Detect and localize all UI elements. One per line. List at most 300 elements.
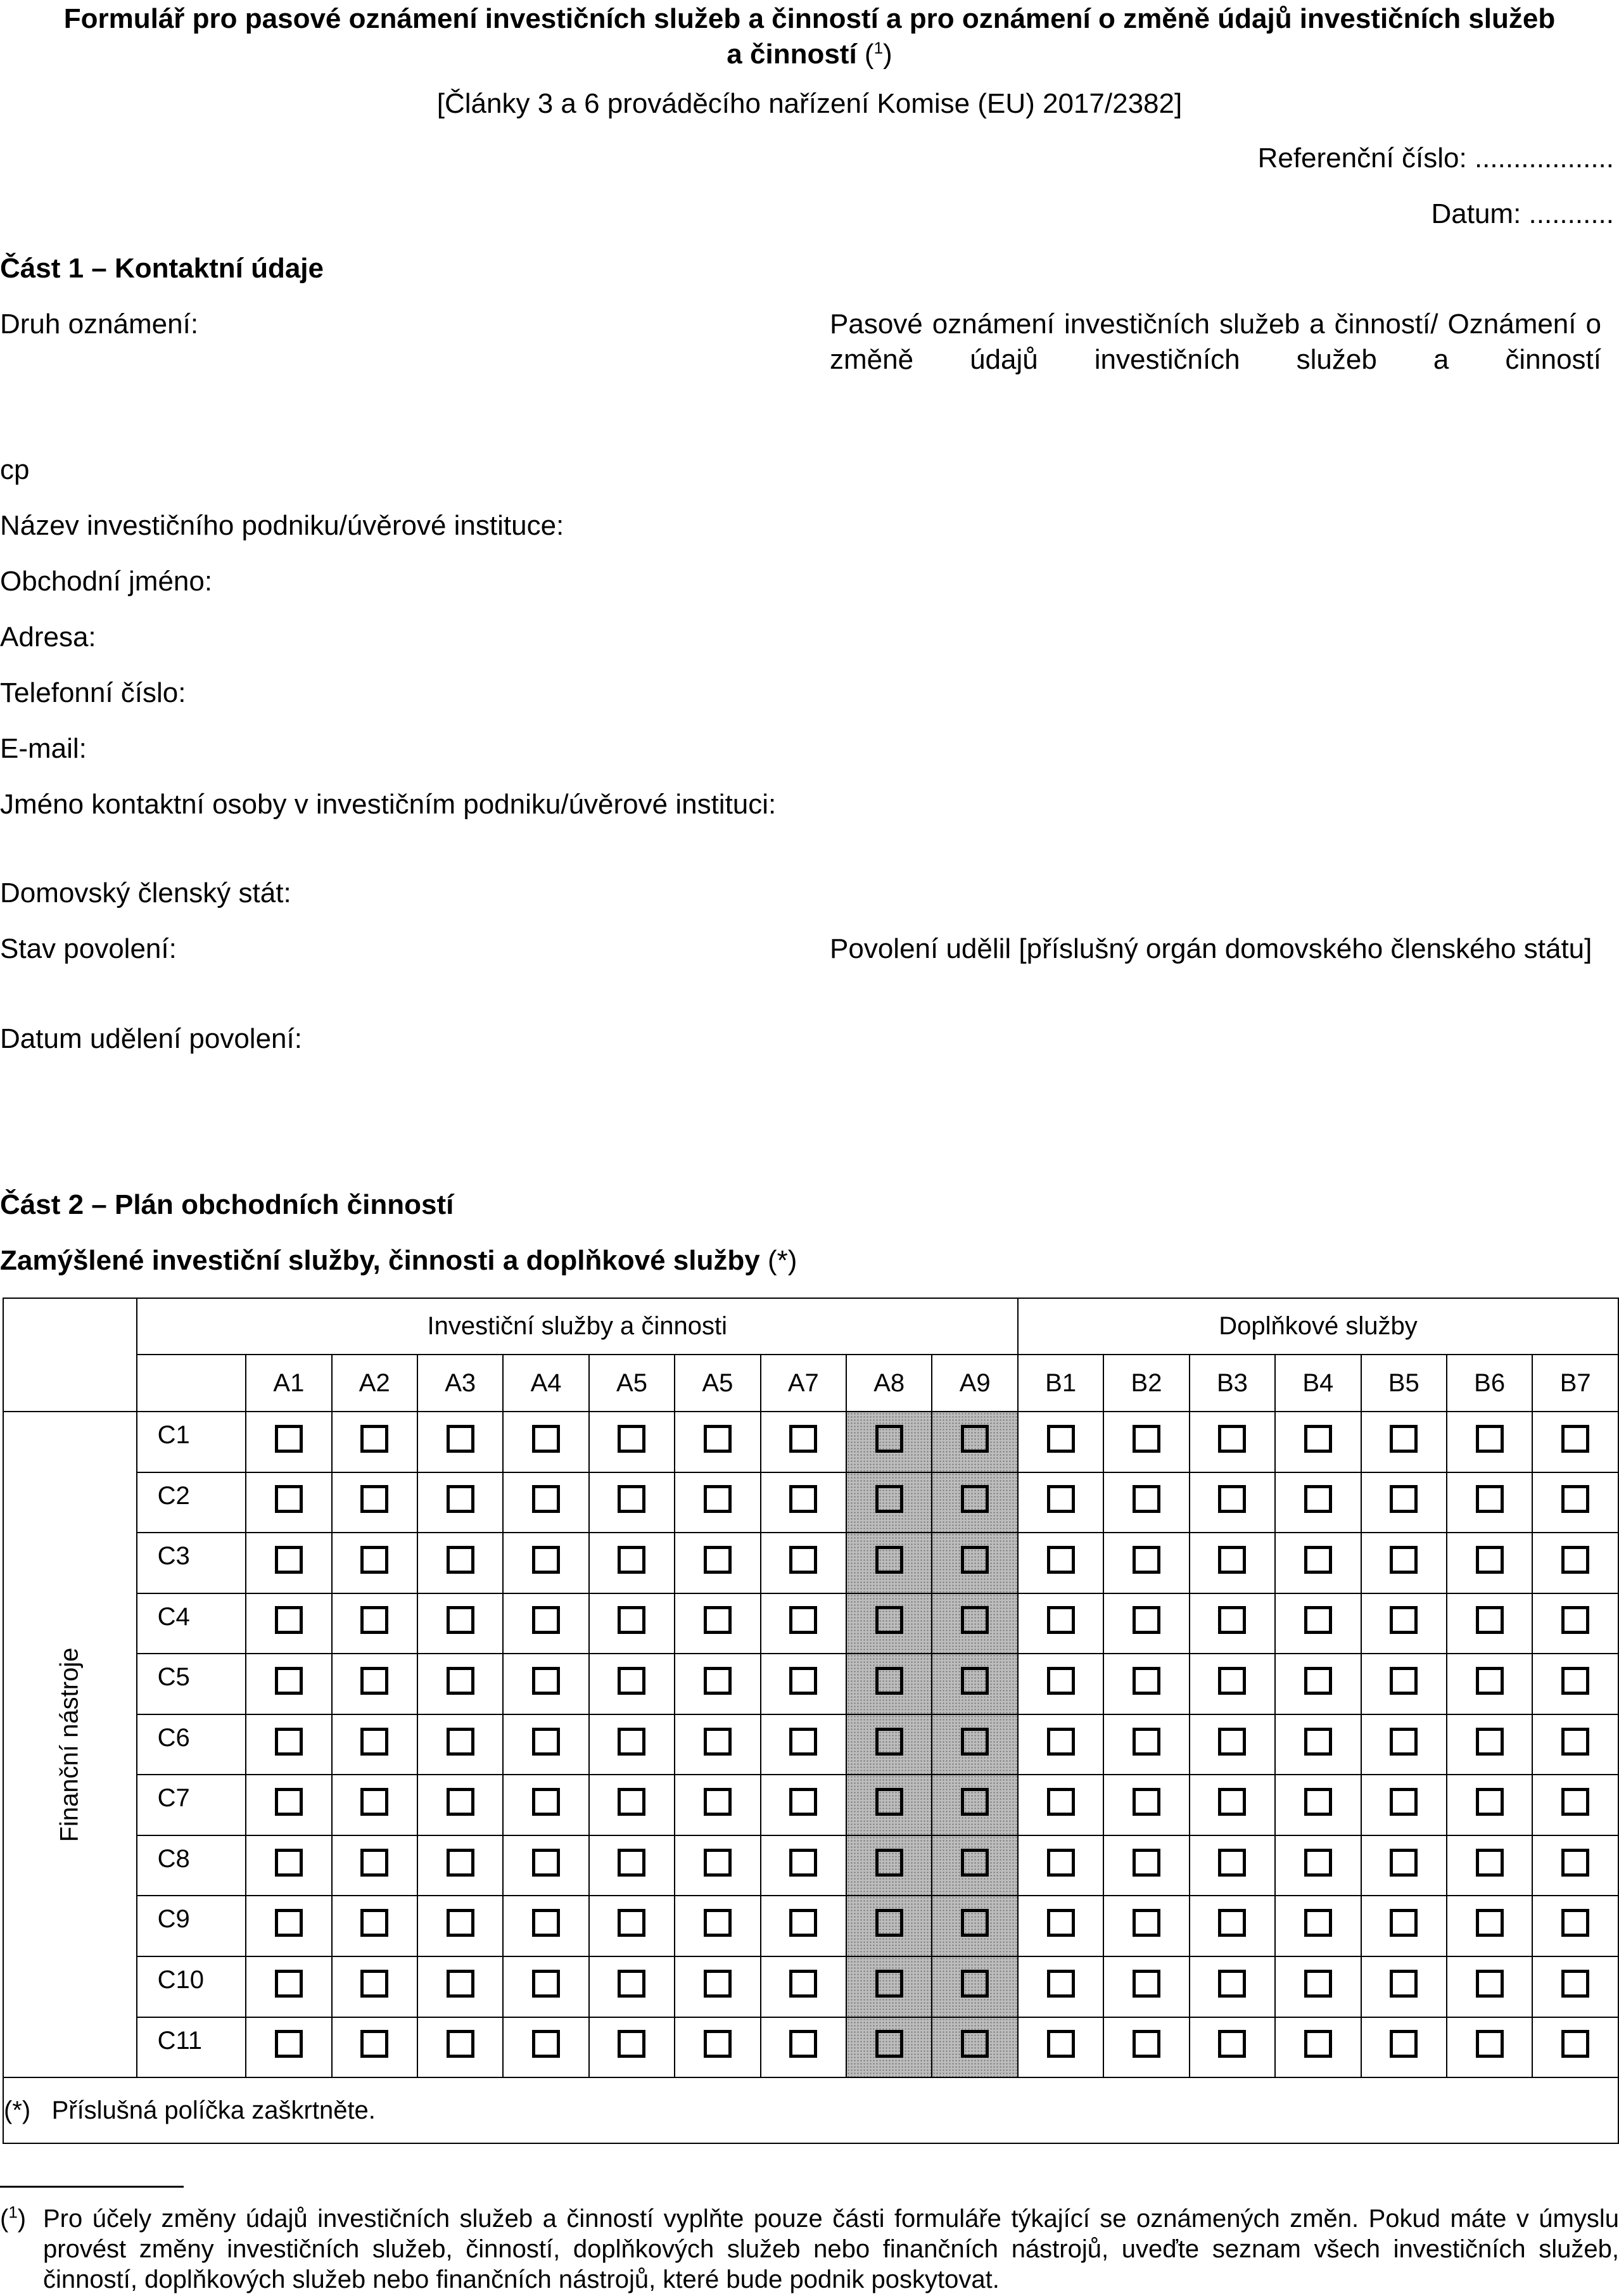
table-cell (1361, 1714, 1447, 1775)
table-cell (932, 1896, 1018, 1956)
checkbox[interactable] (789, 1667, 817, 1695)
checkbox[interactable] (1476, 1546, 1504, 1574)
checkbox[interactable] (1390, 1606, 1418, 1634)
checkbox[interactable] (618, 1788, 645, 1816)
trade-name-field[interactable]: Obchodní jméno: (0, 566, 213, 597)
table-cell (503, 1654, 588, 1714)
checkbox[interactable] (875, 1425, 903, 1453)
column-header-13: B5 (1361, 1355, 1447, 1411)
column-header-11: B3 (1190, 1355, 1275, 1411)
checkbox[interactable] (1133, 1606, 1160, 1634)
table-cell (1361, 1472, 1447, 1533)
checkbox[interactable] (1561, 1909, 1589, 1937)
checkbox[interactable] (789, 1728, 817, 1756)
table-cell (932, 2017, 1018, 2078)
checkbox[interactable] (1561, 1606, 1589, 1634)
table-cell (846, 1472, 932, 1533)
checkbox[interactable] (1390, 1849, 1418, 1877)
checkbox[interactable] (1304, 1788, 1332, 1816)
table-cell (1532, 1654, 1618, 1714)
row-label: C3 (137, 1533, 246, 1593)
checkbox[interactable] (789, 1546, 817, 1574)
table-cell (1103, 1654, 1189, 1714)
checkbox[interactable] (1561, 2030, 1589, 2058)
checkbox[interactable] (360, 1485, 388, 1513)
checkbox[interactable] (1047, 1606, 1075, 1634)
checkbox[interactable] (961, 1970, 989, 1998)
checkbox[interactable] (1390, 1425, 1418, 1453)
table-cell (1275, 1956, 1361, 2017)
checkbox[interactable] (1218, 1485, 1246, 1513)
table-cell (846, 2017, 932, 2078)
checkbox[interactable] (1476, 1606, 1504, 1634)
checkbox[interactable] (1476, 1728, 1504, 1756)
checkbox[interactable] (447, 1425, 474, 1453)
table-cell (932, 1654, 1018, 1714)
checkbox[interactable] (618, 1606, 645, 1634)
checkbox[interactable] (704, 1546, 732, 1574)
checkbox[interactable] (447, 1485, 474, 1513)
table-cell (1447, 1896, 1532, 1956)
table-cell (1018, 1835, 1103, 1896)
cp-text: cp (0, 454, 30, 485)
checkbox[interactable] (789, 1970, 817, 1998)
checkbox[interactable] (1218, 1425, 1246, 1453)
checkbox[interactable] (1133, 1970, 1160, 1998)
table-cell (1018, 1896, 1103, 1956)
checkbox[interactable] (1304, 1425, 1332, 1453)
table-cell (503, 1956, 588, 2017)
authorisation-status-field[interactable]: Stav povolení: (0, 933, 177, 964)
column-header-6: A7 (761, 1355, 846, 1411)
checkbox[interactable] (360, 1788, 388, 1816)
footnote-separator (0, 2186, 184, 2188)
table-cell (675, 1896, 760, 1956)
checkbox[interactable] (1561, 1849, 1589, 1877)
table-cell (675, 2017, 760, 2078)
checkbox[interactable] (532, 1728, 560, 1756)
checkbox[interactable] (1476, 1485, 1504, 1513)
table-cell (1190, 1956, 1275, 2017)
checkbox[interactable] (532, 1667, 560, 1695)
checkbox[interactable] (1476, 2030, 1504, 2058)
checkbox[interactable] (1304, 1606, 1332, 1634)
table-cell (332, 1533, 417, 1593)
checkbox[interactable] (961, 1667, 989, 1695)
checkbox[interactable] (704, 1425, 732, 1453)
table-cell (846, 1835, 932, 1896)
checkbox[interactable] (275, 1546, 303, 1574)
checkbox[interactable] (1561, 1667, 1589, 1695)
checkbox[interactable] (1390, 1728, 1418, 1756)
checkbox[interactable] (789, 2030, 817, 2058)
table-cell (1190, 1593, 1275, 1654)
checkbox[interactable] (275, 1667, 303, 1695)
checkbox[interactable] (275, 1788, 303, 1816)
table-cell (417, 1593, 503, 1654)
table-cell (1275, 1775, 1361, 1835)
table-cell (932, 1593, 1018, 1654)
table-cell (1447, 1412, 1532, 1472)
checkbox[interactable] (360, 1728, 388, 1756)
column-header-1: A2 (332, 1355, 417, 1411)
checkbox[interactable] (275, 1728, 303, 1756)
checkbox[interactable] (1218, 1606, 1246, 1634)
table-cell (1190, 1654, 1275, 1714)
column-header-15: B7 (1532, 1355, 1618, 1411)
checkbox[interactable] (1476, 1667, 1504, 1695)
checkbox[interactable] (618, 1909, 645, 1937)
checkbox[interactable] (275, 1485, 303, 1513)
table-cell (332, 1593, 417, 1654)
checkbox[interactable] (875, 1849, 903, 1877)
table-cell (1532, 1533, 1618, 1593)
table-cell (332, 1835, 417, 1896)
part1-heading: Část 1 – Kontaktní údaje (0, 253, 324, 284)
checkbox[interactable] (961, 1606, 989, 1634)
checkbox[interactable] (1304, 1546, 1332, 1574)
table-cell (675, 1593, 760, 1654)
row-label: C10 (137, 1956, 246, 2017)
footnote-ref[interactable]: 1 (873, 38, 884, 58)
checkbox[interactable] (789, 1485, 817, 1513)
authorisation-date-field[interactable]: Datum udělení povolení: (0, 1023, 302, 1054)
table-cell (1532, 1714, 1618, 1775)
checkbox[interactable] (275, 1849, 303, 1877)
checkbox[interactable] (532, 1909, 560, 1937)
table-cell (1275, 1835, 1361, 1896)
checkbox[interactable] (1304, 2030, 1332, 2058)
table-cell (1361, 1775, 1447, 1835)
table-cell (761, 1775, 846, 1835)
checkbox[interactable] (275, 1606, 303, 1634)
checkbox[interactable] (875, 2030, 903, 2058)
address-field[interactable]: Adresa: (0, 622, 96, 653)
checkbox[interactable] (532, 1849, 560, 1877)
checkbox[interactable] (961, 1485, 989, 1513)
checkbox[interactable] (1390, 1909, 1418, 1937)
checkbox[interactable] (1047, 1546, 1075, 1574)
checkbox[interactable] (1133, 1728, 1160, 1756)
checkbox[interactable] (1047, 1909, 1075, 1937)
table-cell (761, 1533, 846, 1593)
table-cell (332, 1412, 417, 1472)
checkbox[interactable] (1047, 1970, 1075, 1998)
checkbox[interactable] (961, 1788, 989, 1816)
footnote-text: Pro účely změny údajů investičních služeb a činností vyplňte pouze části formuláře týkající se oznámených změn. Pokud máte v úmyslu provést změny investičních služeb, činností, doplňkových služeb nebo finančních nástrojů, uveďte seznam všech investičních služeb, činností, doplňkových služeb nebo finančních nástrojů, které bude podnik poskytovat. (43, 2205, 1619, 2293)
table-cell (1275, 1654, 1361, 1714)
checkbox[interactable] (704, 2030, 732, 2058)
table-cell (1018, 2017, 1103, 2078)
table-cell (1447, 1654, 1532, 1714)
checkbox[interactable] (1561, 1425, 1589, 1453)
checkbox[interactable] (1304, 1909, 1332, 1937)
checkbox[interactable] (875, 1485, 903, 1513)
checkbox[interactable] (275, 1425, 303, 1453)
checkbox[interactable] (789, 1425, 817, 1453)
checkbox[interactable] (1133, 1849, 1160, 1877)
checkbox[interactable] (1218, 1970, 1246, 1998)
checkbox[interactable] (1133, 1788, 1160, 1816)
table-cell (417, 1533, 503, 1593)
checkbox[interactable] (360, 1606, 388, 1634)
checkbox[interactable] (360, 1667, 388, 1695)
checkbox[interactable] (1476, 1425, 1504, 1453)
table-cell (246, 1472, 331, 1533)
table-cell (675, 1654, 760, 1714)
checkbox[interactable] (1133, 1485, 1160, 1513)
checkbox[interactable] (1047, 1788, 1075, 1816)
column-header-8: A9 (932, 1355, 1018, 1411)
table-cell (761, 1654, 846, 1714)
checkbox[interactable] (961, 1909, 989, 1937)
checkbox[interactable] (1047, 1849, 1075, 1877)
table-cell (332, 1472, 417, 1533)
table-cell (1103, 2017, 1189, 2078)
table-cell (1018, 1533, 1103, 1593)
checkbox[interactable] (618, 1546, 645, 1574)
table-cell (1532, 1775, 1618, 1835)
checkbox[interactable] (532, 1546, 560, 1574)
checkbox[interactable] (961, 1728, 989, 1756)
checkbox[interactable] (1304, 1970, 1332, 1998)
checkbox[interactable] (1476, 1970, 1504, 1998)
checkbox[interactable] (789, 1849, 817, 1877)
checkbox[interactable] (618, 1485, 645, 1513)
checkbox[interactable] (704, 1909, 732, 1937)
reference-number-field[interactable]: Referenční číslo: .................. (1257, 143, 1614, 174)
checkbox[interactable] (875, 1728, 903, 1756)
table-cell (846, 1593, 932, 1654)
checkbox[interactable] (447, 2030, 474, 2058)
table-cell (417, 1472, 503, 1533)
table-cell (1361, 1835, 1447, 1896)
table-cell (332, 1956, 417, 2017)
table-cell (1103, 1472, 1189, 1533)
checkbox[interactable] (1047, 1728, 1075, 1756)
table-cell (589, 1593, 675, 1654)
checkbox[interactable] (875, 1546, 903, 1574)
checkbox[interactable] (1561, 1970, 1589, 1998)
table-cell (1018, 1472, 1103, 1533)
checkbox[interactable] (532, 1970, 560, 1998)
checkbox[interactable] (789, 1909, 817, 1937)
checkbox[interactable] (875, 1667, 903, 1695)
checkbox[interactable] (447, 1788, 474, 1816)
row-label: C11 (137, 2017, 246, 2078)
checkbox[interactable] (618, 1970, 645, 1998)
table-cell (589, 1714, 675, 1775)
checkbox[interactable] (618, 1425, 645, 1453)
table-cell (761, 1956, 846, 2017)
checkbox[interactable] (1390, 1485, 1418, 1513)
checkbox[interactable] (360, 1849, 388, 1877)
table-cell (503, 1714, 588, 1775)
checkbox[interactable] (1390, 1788, 1418, 1816)
table-cell (589, 1835, 675, 1896)
notification-type-value: Pasové oznámení investičních služeb a činností/ Oznámení o změně údajů investičních služeb a činností (830, 309, 1601, 375)
table-cell (1275, 1593, 1361, 1654)
table-cell (503, 1593, 588, 1654)
checkbox[interactable] (532, 1606, 560, 1634)
checkbox[interactable] (360, 1546, 388, 1574)
table-cell (761, 1714, 846, 1775)
date-field[interactable]: Datum: ........... (1431, 198, 1614, 229)
column-header-5: A5 (675, 1355, 760, 1411)
table-cell (503, 1472, 588, 1533)
table-cell (1018, 1775, 1103, 1835)
checkbox[interactable] (532, 1485, 560, 1513)
table-cell (761, 1896, 846, 1956)
checkbox[interactable] (789, 1788, 817, 1816)
checkbox[interactable] (360, 1970, 388, 1998)
home-state-field[interactable]: Domovský členský stát: (0, 877, 291, 909)
checkbox[interactable] (1304, 1849, 1332, 1877)
table-cell (1361, 1593, 1447, 1654)
checkbox[interactable] (1476, 1849, 1504, 1877)
checkbox[interactable] (360, 2030, 388, 2058)
checkbox[interactable] (618, 1728, 645, 1756)
checkbox[interactable] (1218, 1667, 1246, 1695)
checkbox[interactable] (704, 1667, 732, 1695)
checkbox[interactable] (875, 1788, 903, 1816)
checkbox[interactable] (961, 2030, 989, 2058)
company-name-field[interactable]: Název investičního podniku/úvěrové instituce: (0, 510, 564, 541)
checkbox[interactable] (447, 1606, 474, 1634)
checkbox[interactable] (1218, 1546, 1246, 1574)
checkbox[interactable] (1047, 1425, 1075, 1453)
checkbox[interactable] (275, 1970, 303, 1998)
table-cell (846, 1654, 932, 1714)
checkbox[interactable] (1561, 1728, 1589, 1756)
checkbox[interactable] (1133, 1667, 1160, 1695)
table-cell (675, 1533, 760, 1593)
checkbox[interactable] (1218, 1728, 1246, 1756)
checkbox[interactable] (618, 1667, 645, 1695)
table-cell (1018, 1654, 1103, 1714)
checkbox[interactable] (704, 1606, 732, 1634)
checkbox[interactable] (360, 1909, 388, 1937)
checkbox[interactable] (447, 1970, 474, 1998)
checkbox[interactable] (447, 1728, 474, 1756)
checkbox[interactable] (704, 1849, 732, 1877)
column-header-2: A3 (417, 1355, 503, 1411)
checkbox[interactable] (704, 1788, 732, 1816)
checkbox[interactable] (1390, 1667, 1418, 1695)
checkbox[interactable] (1133, 1546, 1160, 1574)
table-cell (761, 1835, 846, 1896)
checkbox[interactable] (1047, 1667, 1075, 1695)
table-corner (3, 1298, 137, 1412)
contact-person-field[interactable]: Jméno kontaktní osoby v investičním podniku/úvěrové instituci: (0, 789, 777, 820)
checkbox[interactable] (704, 1728, 732, 1756)
email-field[interactable]: E-mail: (0, 733, 87, 764)
checkbox[interactable] (1218, 2030, 1246, 2058)
table-cell (1447, 1472, 1532, 1533)
checkbox[interactable] (1218, 1788, 1246, 1816)
checkbox[interactable] (1133, 1909, 1160, 1937)
checkbox[interactable] (961, 1849, 989, 1877)
checkbox[interactable] (1476, 1909, 1504, 1937)
column-header-3: A4 (503, 1355, 588, 1411)
checkbox[interactable] (1561, 1788, 1589, 1816)
column-header-12: B4 (1275, 1355, 1361, 1411)
checkbox[interactable] (1133, 2030, 1160, 2058)
checkbox[interactable] (1476, 1788, 1504, 1816)
table-cell (246, 2017, 331, 2078)
checkbox[interactable] (532, 2030, 560, 2058)
checkbox[interactable] (1561, 1546, 1589, 1574)
table-cell (1361, 2017, 1447, 2078)
checkbox[interactable] (275, 2030, 303, 2058)
table-cell (246, 1533, 331, 1593)
checkbox[interactable] (875, 1970, 903, 1998)
phone-field[interactable]: Telefonní číslo: (0, 677, 186, 708)
table-cell (503, 1412, 588, 1472)
checkbox[interactable] (1218, 1909, 1246, 1937)
checkbox[interactable] (618, 1849, 645, 1877)
checkbox[interactable] (447, 1909, 474, 1937)
checkbox[interactable] (1218, 1849, 1246, 1877)
checkbox[interactable] (360, 1425, 388, 1453)
checkbox[interactable] (1390, 1546, 1418, 1574)
table-cell (589, 1896, 675, 1956)
table-cell (589, 1533, 675, 1593)
table-cell (246, 1835, 331, 1896)
table-cell (1275, 1896, 1361, 1956)
checkbox[interactable] (1047, 2030, 1075, 2058)
checkbox[interactable] (447, 1546, 474, 1574)
checkbox[interactable] (1390, 1970, 1418, 1998)
group-header-ancillary: Doplňkové služby (1018, 1298, 1618, 1355)
table-cell (1532, 2017, 1618, 2078)
checkbox[interactable] (532, 1425, 560, 1453)
checkbox[interactable] (447, 1667, 474, 1695)
checkbox[interactable] (961, 1425, 989, 1453)
table-cell (589, 1472, 675, 1533)
table-cell (1275, 2017, 1361, 2078)
checkbox[interactable] (1304, 1728, 1332, 1756)
table-cell (1190, 1533, 1275, 1593)
checkbox[interactable] (532, 1788, 560, 1816)
table-cell (675, 1412, 760, 1472)
checkbox[interactable] (275, 1909, 303, 1937)
checkbox[interactable] (1047, 1485, 1075, 1513)
table-cell (1447, 1714, 1532, 1775)
checkbox[interactable] (447, 1849, 474, 1877)
table-cell (1447, 1533, 1532, 1593)
checkbox[interactable] (875, 1606, 903, 1634)
checkbox[interactable] (1561, 1485, 1589, 1513)
checkbox[interactable] (789, 1606, 817, 1634)
table-cell (332, 1654, 417, 1714)
table-cell (675, 1714, 760, 1775)
checkbox[interactable] (1133, 1425, 1160, 1453)
checkbox[interactable] (1304, 1667, 1332, 1695)
table-cell (1103, 1896, 1189, 1956)
table-cell (246, 1593, 331, 1654)
table-cell (1018, 1412, 1103, 1472)
table-cell (1361, 1956, 1447, 2017)
table-cell (1190, 1714, 1275, 1775)
checkbox[interactable] (875, 1909, 903, 1937)
checkbox[interactable] (1304, 1485, 1332, 1513)
checkbox[interactable] (704, 1970, 732, 1998)
checkbox[interactable] (618, 2030, 645, 2058)
checkbox[interactable] (704, 1485, 732, 1513)
checkbox[interactable] (1390, 2030, 1418, 2058)
checkbox[interactable] (961, 1546, 989, 1574)
